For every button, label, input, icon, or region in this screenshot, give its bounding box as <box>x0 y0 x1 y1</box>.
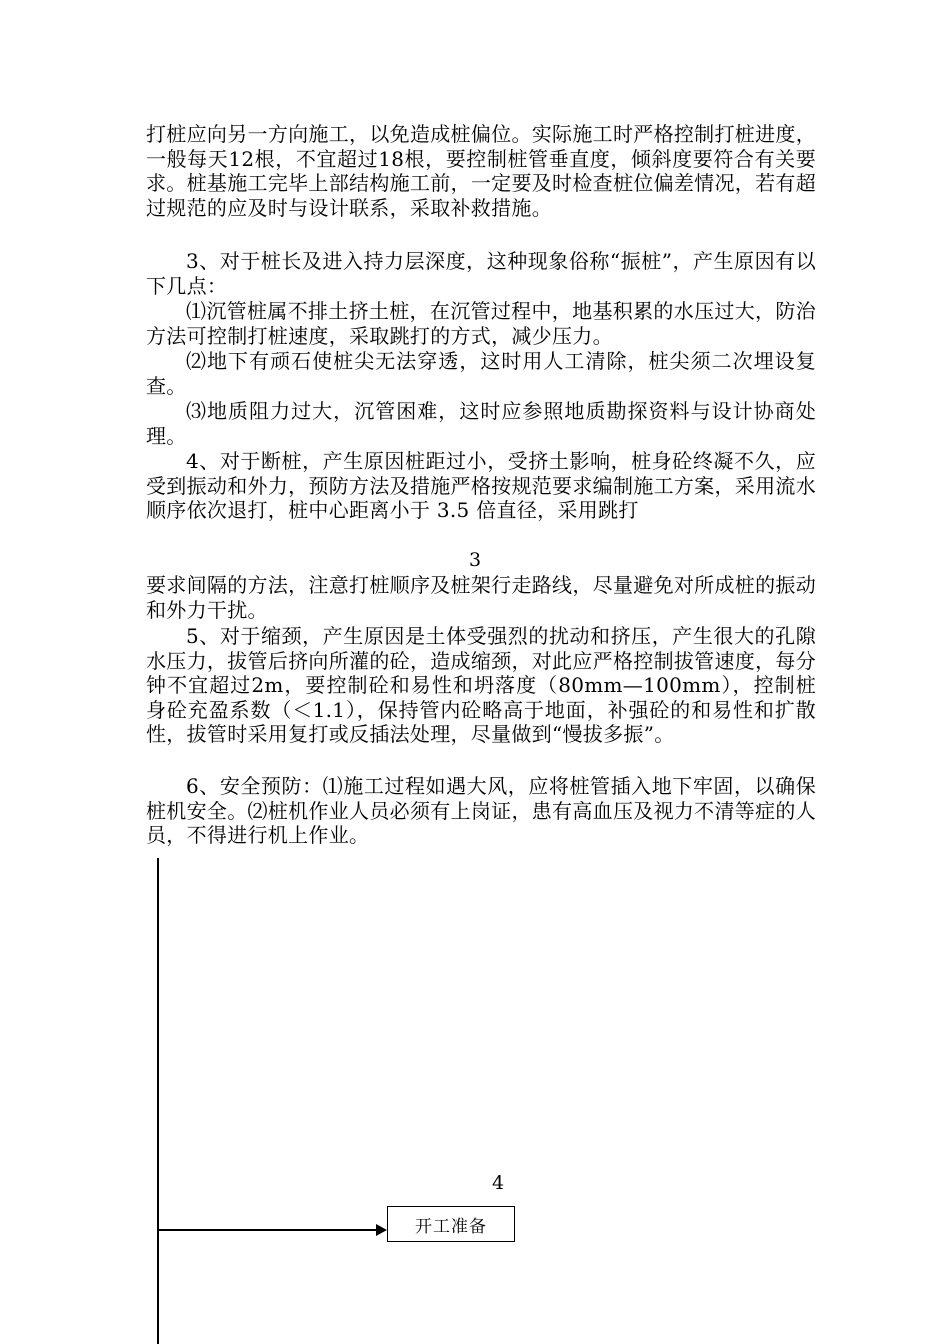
arrow-right-icon <box>376 1224 387 1236</box>
paragraph-continuation: 要求间隔的方法，注意打桩顺序及桩架行走路线，尽量避免对所成桩的振动和外力干扰。 <box>146 573 816 622</box>
paragraph-item-5: 5、对于缩颈，产生原因是土体受强烈的扰动和挤压，产生很大的孔隙水压力，拔管后挤向所灌的砼，造成缩颈，对此应严格控制拔管速度，每分钟不宜超过2m，要控制砼和易性和坍落度（80mm—100mm），控制桩身砼充盈系数（＜1.1），保持管内砼略高于地面，补强砼的和易性和扩散性，拔管时采用复打或反插法处理，尽量做到“慢拔多振”。 <box>146 624 816 746</box>
paragraph-item-3-2: ⑵地下有顽石使桩尖无法穿透，这时用人工清除，桩尖须二次埋设复查。 <box>146 349 816 398</box>
flowchart-box-label: 开工准备 <box>415 1216 487 1237</box>
paragraph-item-6: 6、安全预防：⑴施工过程如遇大风，应将桩管插入地下牢固，以确保桩机安全。⑵桩机作业人员必须有上岗证，患有高血压及视力不清等症的人员，不得进行机上作业。 <box>146 774 816 847</box>
page-number-4: 4 <box>491 1172 505 1194</box>
paragraph-item-3-3: ⑶地质阻力过大，沉管困难，这时应参照地质勘探资料与设计协商处理。 <box>146 399 816 448</box>
paragraph-item-3-1: ⑴沉管桩属不排土挤土桩，在沉管过程中，地基积累的水压过大，防治方法可控制打桩速度，采取跳打的方式，减少压力。 <box>146 299 816 348</box>
flowchart-box-start-preparation <box>387 1206 515 1242</box>
page-number-3: 3 <box>468 549 482 571</box>
flowchart-vertical-line <box>157 858 159 1344</box>
paragraph-pile-direction: 打桩应向另一方向施工，以免造成桩偏位。实际施工时严格控制打桩进度，一般每天12根，不宜超过18根，要控制桩管垂直度，倾斜度要符合有关要求。桩基施工完毕上部结构施工前，一定要及时检查桩位偏差情况，若有超过规范的应及时与设计联系，采取补救措施。 <box>146 122 816 220</box>
flowchart-arrow-line <box>157 1229 377 1231</box>
paragraph-item-4: 4、对于断桩，产生原因桩距过小，受挤土影响，桩身砼终凝不久，应受到振动和外力，预防方法及措施严格按规范要求编制施工方案，采用流水顺序依次退打，桩中心距离小于 3.5 倍直径，采用跳打 <box>146 449 816 522</box>
paragraph-item-3: 3、对于桩长及进入持力层深度，这种现象俗称“振桩”，产生原因有以下几点： <box>146 249 816 298</box>
